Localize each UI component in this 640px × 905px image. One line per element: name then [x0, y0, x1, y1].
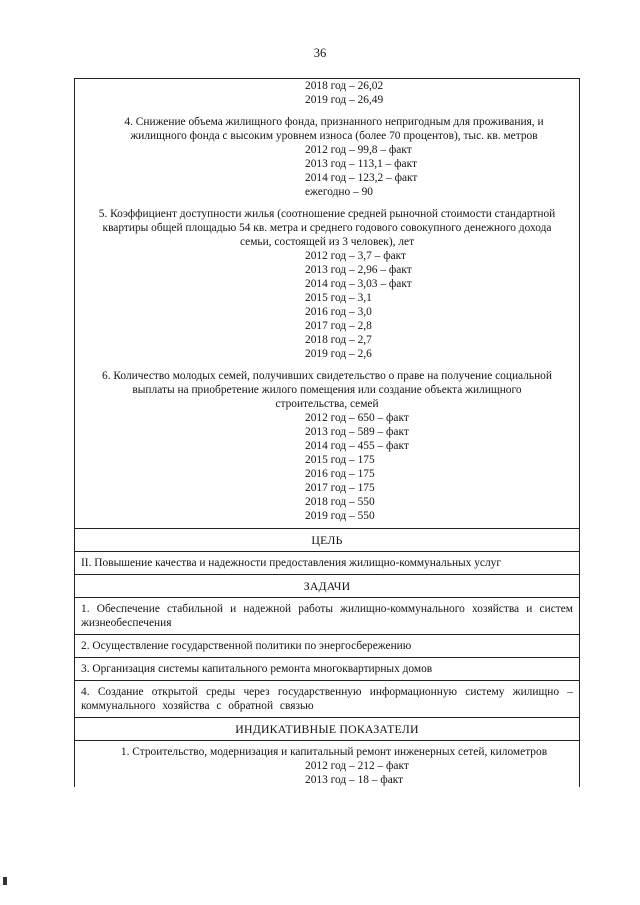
year-value: 2019 год – 2,6: [305, 348, 372, 360]
indicators-heading: ИНДИКАТИВНЫЕ ПОКАЗАТЕЛИ: [75, 718, 579, 741]
year-value: 2017 год – 2,8: [305, 320, 372, 332]
year-value: 2012 год – 650 – факт: [305, 412, 409, 424]
year-value: 2015 год – 3,1: [305, 292, 372, 304]
page-number: 36: [313, 46, 327, 60]
year-value: 2019 год – 26,49: [305, 94, 384, 106]
year-value: 2014 год – 123,2 – факт: [305, 172, 418, 184]
goal-heading: ЦЕЛЬ: [75, 529, 579, 552]
indicators-cell: [75, 79, 579, 529]
year-value: 2018 год – 26,02: [305, 80, 384, 92]
indicator-6: [79, 369, 575, 523]
bottom-indicators-cell: [75, 741, 579, 787]
year-value: 2013 год – 589 – факт: [305, 426, 409, 438]
task-item: 2. Осуществление государственной политики по энергосбережению: [75, 635, 579, 658]
year-value: 2014 год – 455 – факт: [305, 440, 409, 452]
year-value: 2012 год – 99,8 – факт: [305, 144, 412, 156]
indicator-title: 4. Снижение объема жилищного фонда, признанного непригодным для проживания, и жилищного фонда с высоким уровнем износа (более 70 процентов), тыс. кв. метров: [124, 116, 544, 142]
year-value: 2015 год – 175: [305, 454, 375, 466]
year-value: 2012 год – 3,7 – факт: [305, 250, 406, 262]
task-item: 3. Организация системы капитального ремонта многоквартирных домов: [75, 658, 579, 681]
year-value: ежегодно – 90: [305, 186, 373, 198]
year-value: 2012 год – 212 – факт: [305, 760, 409, 772]
year-value: 2018 год – 2,7: [305, 334, 372, 346]
goal-text: II. Повышение качества и надежности предоставления жилищно-коммунальных услуг: [75, 552, 579, 575]
year-value: 2013 год – 18 – факт: [305, 774, 404, 786]
year-value: 2016 год – 175: [305, 468, 375, 480]
year-value: 2019 год – 550: [305, 510, 375, 522]
indicator-5: [79, 207, 575, 361]
task-item: 1. Обеспечение стабильной и надежной работы жилищно-коммунального хозяйства и систем жизнеобеспечения: [75, 598, 579, 635]
scan-artifact: [3, 877, 7, 885]
task-item: 4. Создание открытой среды через государственную информационную систему жилищно – коммунального хозяйства с обратной связью: [75, 681, 579, 718]
year-value: 2013 год – 113,1 – факт: [305, 158, 417, 170]
year-value: 2018 год – 550: [305, 496, 375, 508]
year-value: 2013 год – 2,96 – факт: [305, 264, 412, 276]
program-passport-table: [74, 78, 580, 787]
indicator-title: 1. Строительство, модернизация и капитальный ремонт инженерных сетей, километров: [120, 746, 548, 758]
tasks-heading: ЗАДАЧИ: [75, 575, 579, 598]
indicator-title: 5. Коэффициент доступности жилья (соотношение средней рыночной стоимости стандартной квартиры общей площадью 54 кв. метра и среднего годового совокупного денежного дохода семьи, состоящей из 3 человек), лет: [98, 208, 556, 248]
indicator-title: 6. Количество молодых семей, получивших свидетельство о праве на получение социальной выплаты на приобретение жилого помещения или создание объекта жилищного строительства, семей: [102, 370, 552, 410]
year-value: 2017 год – 175: [305, 482, 375, 494]
indicator-4: [79, 115, 575, 199]
year-value: 2016 год – 3,0: [305, 306, 372, 318]
year-value: 2014 год – 3,03 – факт: [305, 278, 412, 290]
